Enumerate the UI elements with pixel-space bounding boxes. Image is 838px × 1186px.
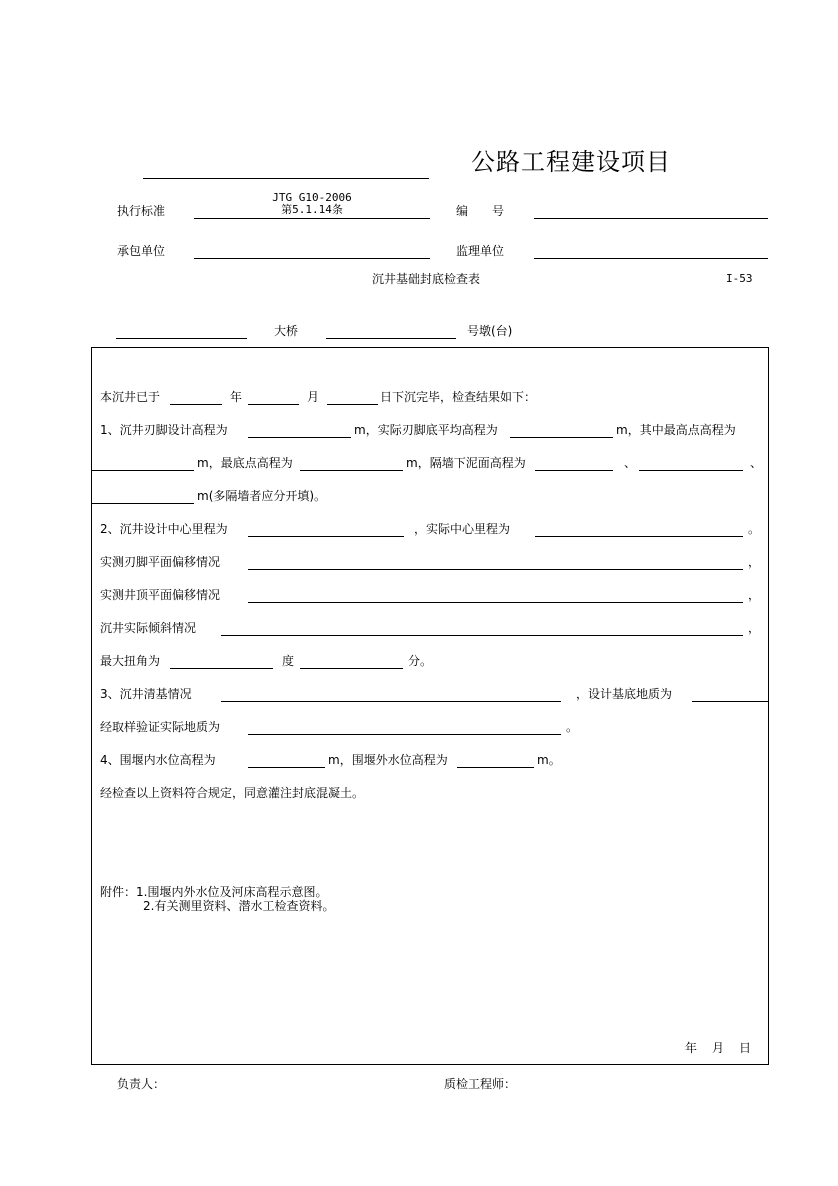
- blade-design-elev-label: 1、沉井刃脚设计高程为: [100, 423, 228, 437]
- standard-label: 执行标准: [117, 204, 166, 218]
- tilt-label: 沉井实际倾斜情况: [100, 621, 197, 635]
- actual-center-mileage-field[interactable]: [535, 536, 743, 537]
- multi-wall-note: m(多隔墙者应分开填)。: [197, 489, 327, 503]
- contractor-field[interactable]: [194, 258, 430, 259]
- design-geology-field[interactable]: [692, 701, 768, 702]
- lowest-point-field[interactable]: [300, 470, 403, 471]
- supervisor-label: 监理单位: [456, 244, 505, 258]
- top-offset-label: 实测井顶平面偏移情况: [100, 588, 221, 602]
- date-year: 年: [685, 1041, 698, 1055]
- comma: ，: [748, 588, 761, 602]
- responsible-person-label: 负责人：: [117, 1077, 166, 1091]
- outer-water-level-field[interactable]: [457, 767, 534, 768]
- date-month: 月: [712, 1041, 725, 1055]
- actual-center-mileage-label: ，实际中心里程为: [414, 522, 511, 536]
- mud-elev-field-3[interactable]: [92, 503, 194, 504]
- inner-water-level-label: 4、围堰内水位高程为: [100, 753, 216, 767]
- supervisor-field[interactable]: [534, 258, 768, 259]
- separator: 、: [624, 456, 637, 470]
- completion-day-field[interactable]: [327, 404, 378, 405]
- qc-engineer-label: 质检工程师：: [444, 1077, 517, 1091]
- mud-elev-field-2[interactable]: [639, 470, 743, 471]
- conclusion-text: 经检查以上资料符合规定，同意灌注封底混凝土。: [100, 786, 365, 800]
- inner-water-level-field[interactable]: [248, 767, 325, 768]
- bridge-label: 大桥: [274, 324, 299, 338]
- blade-offset-field[interactable]: [248, 569, 743, 570]
- base-cleaning-label: 3、沉井清基情况: [100, 687, 192, 701]
- twist-degree-field[interactable]: [170, 668, 273, 669]
- minute-label: 分。: [408, 654, 433, 668]
- separator: 、: [750, 456, 763, 470]
- outer-water-level-label: m，围堰外水位高程为: [328, 753, 448, 767]
- twist-minute-field[interactable]: [300, 668, 403, 669]
- standard-line: [194, 218, 430, 219]
- design-geology-label: ，设计基底地质为: [576, 687, 673, 701]
- mud-elev-label: m，隔墙下泥面高程为: [406, 456, 526, 470]
- number-label: 编 号: [456, 204, 505, 218]
- blade-avg-elev-label: m，实际刃脚底平均高程为: [354, 423, 498, 437]
- standard-value-line2: 第5.1.14条: [281, 203, 343, 216]
- highest-point-field[interactable]: [92, 470, 194, 471]
- page-title: 公路工程建设项目: [471, 148, 671, 176]
- date-day: 日: [739, 1041, 752, 1055]
- period: 。: [748, 522, 761, 536]
- blade-avg-elev-field[interactable]: [510, 437, 613, 438]
- unit-m: m。: [537, 753, 561, 767]
- standard-value-line1: JTG G10-2006: [272, 191, 352, 204]
- inspection-content-box: [91, 347, 769, 1065]
- comma: ，: [748, 555, 761, 569]
- attachment-2: 2.有关测里资料、潜水工检查资料。: [143, 899, 335, 913]
- completion-suffix: 日下沉完毕，检查结果如下：: [380, 390, 537, 404]
- project-name-line[interactable]: [143, 178, 429, 179]
- tilt-field[interactable]: [221, 635, 743, 636]
- attachment-1: 附件：1.围堰内外水位及河床高程示意图。: [100, 885, 328, 899]
- period: 。: [566, 720, 579, 734]
- design-center-mileage-label: 2、沉井设计中心里程为: [100, 522, 228, 536]
- bridge-name-field[interactable]: [116, 338, 247, 339]
- max-twist-label: 最大扭角为: [100, 654, 161, 668]
- highest-point-label: m，其中最高点高程为: [616, 423, 736, 437]
- design-center-mileage-field[interactable]: [248, 536, 404, 537]
- completion-prefix: 本沉井已于: [100, 390, 161, 404]
- completion-year-field[interactable]: [170, 404, 222, 405]
- actual-geology-label: 经取样验证实际地质为: [100, 720, 221, 734]
- number-field[interactable]: [534, 218, 768, 219]
- lowest-point-label: m，最底点高程为: [197, 456, 293, 470]
- blade-design-elev-field[interactable]: [248, 437, 351, 438]
- pier-number-field[interactable]: [326, 338, 456, 339]
- comma: ，: [748, 621, 761, 635]
- month-label: 月: [307, 390, 320, 404]
- contractor-label: 承包单位: [117, 244, 166, 258]
- base-cleaning-field[interactable]: [221, 701, 561, 702]
- form-title: 沉井基础封底检查表: [372, 272, 481, 286]
- pier-label: 号墩(台): [467, 324, 513, 338]
- degree-label: 度: [282, 654, 295, 668]
- year-label: 年: [230, 390, 243, 404]
- top-offset-field[interactable]: [248, 602, 743, 603]
- actual-geology-field[interactable]: [248, 734, 561, 735]
- blade-offset-label: 实测刃脚平面偏移情况: [100, 555, 221, 569]
- mud-elev-field-1[interactable]: [535, 470, 613, 471]
- completion-month-field[interactable]: [248, 404, 299, 405]
- form-code: I-53: [726, 272, 753, 285]
